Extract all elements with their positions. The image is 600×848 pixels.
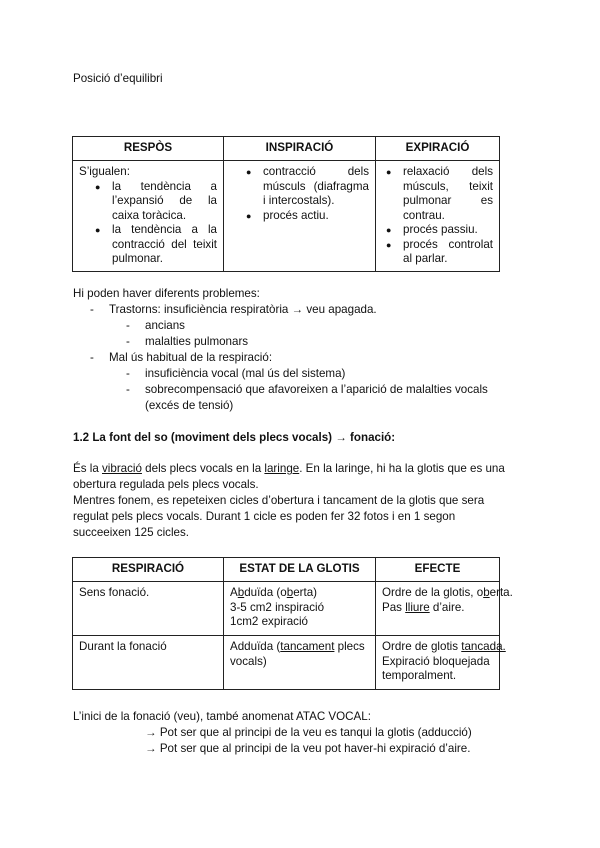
paragraph-2-line-1: Mentres fonem, es repeteixen cicles d’obertura i tancament de la glotis que sera xyxy=(73,494,485,507)
paragraph-2-line-3: succeeixen 125 cicles. xyxy=(73,526,189,539)
text-span: duïda (o xyxy=(244,586,287,599)
dash-marker: - xyxy=(90,351,94,364)
problem-subitem: insuficiència vocal (mal ús del sistema) xyxy=(145,367,346,380)
term-vibracio: vibració xyxy=(102,462,142,475)
text-span: d’aire. xyxy=(429,600,465,614)
table-cell: Durant la fonació xyxy=(73,636,224,690)
cell-line: vocals) xyxy=(230,654,267,668)
problem-subitem: ancians xyxy=(145,319,185,332)
dash-marker: - xyxy=(90,303,94,316)
attack-line-1: → Pot ser que al principi de la veu es tanqui la glotis (adducció) xyxy=(145,726,472,739)
table-cell xyxy=(224,636,376,690)
text-span: A xyxy=(230,586,238,599)
table-header-respiracio: RESPIRACIÓ xyxy=(73,558,224,582)
list-item: ● procés actiu. xyxy=(242,209,369,224)
problem-subitem: malalties pulmonars xyxy=(145,335,249,348)
cell-line: 3-5 cm2 inspiració xyxy=(230,600,325,614)
term-laringe: laringe xyxy=(264,462,300,475)
text-span: plecs xyxy=(334,640,365,653)
table-cell-expiracio xyxy=(376,161,500,272)
table-header-respos: RESPÒS xyxy=(73,137,224,161)
text-span: erta) xyxy=(293,586,318,599)
table-cell: Sens fonació. xyxy=(73,582,224,636)
table-cell xyxy=(224,582,376,636)
list-item: ● procés passiu. xyxy=(382,223,493,238)
text-span: És la xyxy=(73,462,102,475)
expiracio-list xyxy=(382,165,493,267)
dash-marker: - xyxy=(126,383,130,396)
breathing-phases-table xyxy=(72,136,500,272)
table-cell xyxy=(376,636,506,690)
list-item: ● contracció dels músculs (diafragma i intercostals). xyxy=(242,165,369,209)
cell-line xyxy=(382,601,493,616)
dash-marker: - xyxy=(126,335,130,348)
problems-intro: Hi poden haver diferents problemes: xyxy=(73,287,260,300)
text-span: tancament xyxy=(280,640,335,653)
problem-subitem: sobrecompensació que afavoreixen a l’aparició de malalties vocals xyxy=(145,383,488,396)
problem-item-1: Trastorns: insuficiència respiratòria → veu apagada. xyxy=(109,303,377,316)
respos-intro: S’igualen: xyxy=(79,165,130,178)
problem-item-2: Mal ús habitual de la respiració: xyxy=(109,351,273,364)
page-title: Posició d’equilibri xyxy=(73,72,163,85)
table-cell-inspiracio xyxy=(224,161,376,272)
cell-line xyxy=(382,640,506,655)
text-span: erta. xyxy=(489,586,513,599)
inspiracio-list xyxy=(230,165,369,223)
attack-line-2: → Pot ser que al principi de la veu pot haver-hi expiració d’aire. xyxy=(145,742,471,755)
cell-line xyxy=(230,586,369,601)
text-span: lliure xyxy=(405,600,430,614)
dash-marker: - xyxy=(126,367,130,380)
text-span: . En la laringe, hi ha la glotis que es una xyxy=(299,462,505,475)
list-item: ● la tendència a l’expansió de la caixa toràcica. xyxy=(91,180,217,224)
respos-list xyxy=(79,180,217,267)
paragraph-2-line-2: regulat pels plecs vocals. Durant 1 cicle es poden fer 32 fotos i en 1 segon xyxy=(73,510,456,523)
list-item: ● relaxació dels músculs, teixit pulmonar es contrau. xyxy=(382,165,493,223)
text-span: Adduïda ( xyxy=(230,640,281,653)
cell-line: Expiració bloquejada xyxy=(382,654,490,668)
text-span: Ordre de glotis xyxy=(382,640,462,653)
text-span: Ordre de la glotis, o xyxy=(382,586,484,599)
cell-line xyxy=(230,640,369,655)
table-cell-respos xyxy=(73,161,224,272)
list-item: ● la tendència a la contracció del teixit pulmonar. xyxy=(91,223,217,267)
glottis-table xyxy=(72,557,513,690)
cell-line: temporalment. xyxy=(382,669,457,682)
text-span: b xyxy=(286,586,294,599)
table-header-expiracio: EXPIRACIÓ xyxy=(376,137,500,161)
table-header-estat-glotis: ESTAT DE LA GLOTIS xyxy=(224,558,376,582)
text-span: dels plecs vocals en la xyxy=(141,462,265,475)
table-cell xyxy=(376,582,513,636)
problem-subitem-continued: (excés de tensió) xyxy=(145,399,234,412)
text-span: b xyxy=(483,586,490,599)
table-header-inspiracio: INSPIRACIÓ xyxy=(224,137,376,161)
text-span: b xyxy=(237,586,245,599)
list-item: ● procés controlat al parlar. xyxy=(382,238,493,267)
text-span: Pas xyxy=(382,600,406,614)
attack-intro: L’inici de la fonació (veu), també anomenat ATAC VOCAL: xyxy=(73,710,371,723)
cell-line: 1cm2 expiració xyxy=(230,615,308,628)
dash-marker: - xyxy=(126,319,130,332)
paragraph-1-line-1 xyxy=(73,461,505,476)
text-span: tancada. xyxy=(461,640,506,653)
paragraph-1-line-2: obertura regulada pels plecs vocals. xyxy=(73,478,259,491)
table-header-efecte: EFECTE xyxy=(376,558,500,582)
section-heading: 1.2 La font del so (moviment dels plecs vocals) → fonació: xyxy=(73,431,396,444)
cell-line xyxy=(382,586,513,601)
